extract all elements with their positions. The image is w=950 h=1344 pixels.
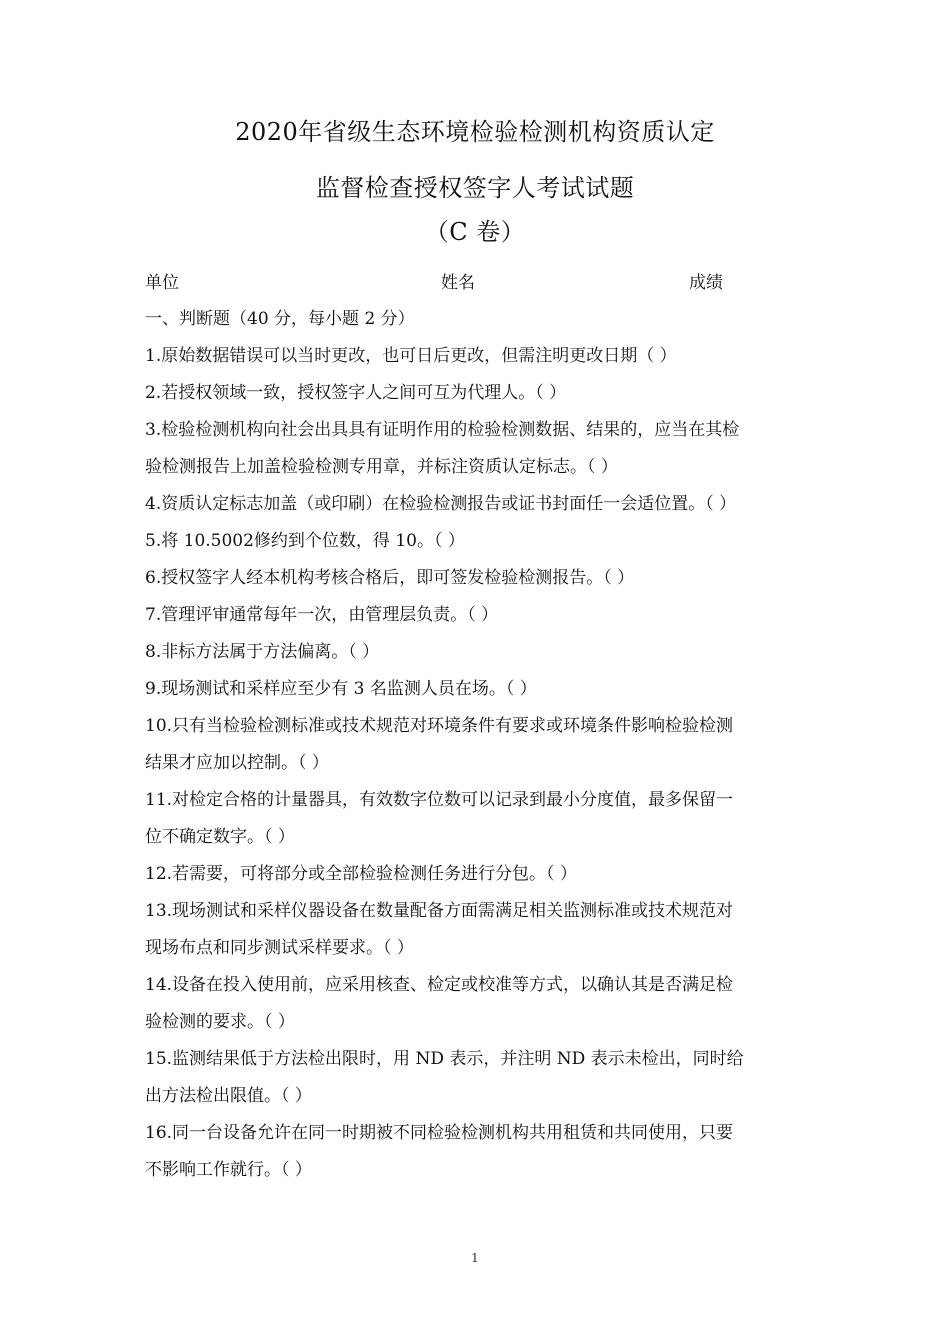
question-13-line-1: 13.现场测试和采样仪器设备在数量配备方面需满足相关监测标准或技术规范对 [145,901,734,921]
unit-label: 单位 [145,273,179,293]
question-list [145,306,808,1194]
question-11-line-1: 11.对检定合格的计量器具，有效数字位数可以记录到最小分度值，最多保留一 [145,790,734,810]
page-number: 1 [471,1251,479,1265]
question-15-line-1: 15.监测结果低于方法检出限时，用 ND 表示，并注明 ND 表示未检出，同时给 [145,1049,744,1069]
title-line-3: （C 卷） [424,218,526,246]
question-2: 2.若授权领域一致，授权签字人之间可互为代理人。（ ） [145,383,567,403]
question-9: 9.现场测试和采样应至少有 3 名监测人员在场。（ ） [145,679,537,699]
question-12: 12.若需要，可将部分或全部检验检测任务进行分包。（ ） [145,864,577,884]
question-14-line-2: 验检测的要求。（ ） [145,1012,295,1032]
question-4: 4.资质认定标志加盖（或印刷）在检验检测报告或证书封面任一会适位置。（ ） [145,494,737,514]
info-row [145,268,805,296]
section-heading: 一、判断题（40 分，每小题 2 分） [145,309,415,329]
question-15-line-2: 出方法检出限值。（ ） [145,1086,312,1106]
question-7: 7.管理评审通常每年一次，由管理层负责。（ ） [145,605,499,625]
question-1: 1.原始数据错误可以当时更改，也可日后更改，但需注明更改日期（ ） [145,346,677,366]
question-13-line-2: 现场布点和同步测试采样要求。（ ） [145,938,414,958]
title-line-1: 2020年省级生态环境检验检测机构资质认定 [235,118,715,146]
question-5: 5.将 10.5002修约到个位数，得 10。（ ） [145,531,465,551]
title-line-2: 监督检查授权签字人考试试题 [315,174,635,202]
question-10-line-1: 10.只有当检验检测标准或技术规范对环境条件有要求或环境条件影响检验检测 [145,716,734,736]
question-14-line-1: 14.设备在投入使用前，应采用核查、检定或校准等方式，以确认其是否满足检 [145,975,734,995]
question-16-line-2: 不影响工作就行。（ ） [145,1160,312,1180]
question-11-line-2: 位不确定数字。（ ） [145,827,295,847]
question-8: 8.非标方法属于方法偏离。（ ） [145,642,380,662]
question-3-line-2: 验检测报告上加盖检验检测专用章，并标注资质认定标志。（ ） [145,457,618,477]
question-3-line-1: 3.检验检测机构向社会出具具有证明作用的检验检测数据、结果的，应当在其检 [145,420,740,440]
question-6: 6.授权签字人经本机构考核合格后，即可签发检验检测报告。（ ） [145,568,635,588]
question-10-line-2: 结果才应加以控制。（ ） [145,753,329,773]
question-16-line-1: 16.同一台设备允许在同一时期被不同检验检测机构共用租赁和共同使用，只要 [145,1123,734,1143]
score-label: 成绩 [689,273,723,293]
name-label: 姓名 [441,273,475,293]
